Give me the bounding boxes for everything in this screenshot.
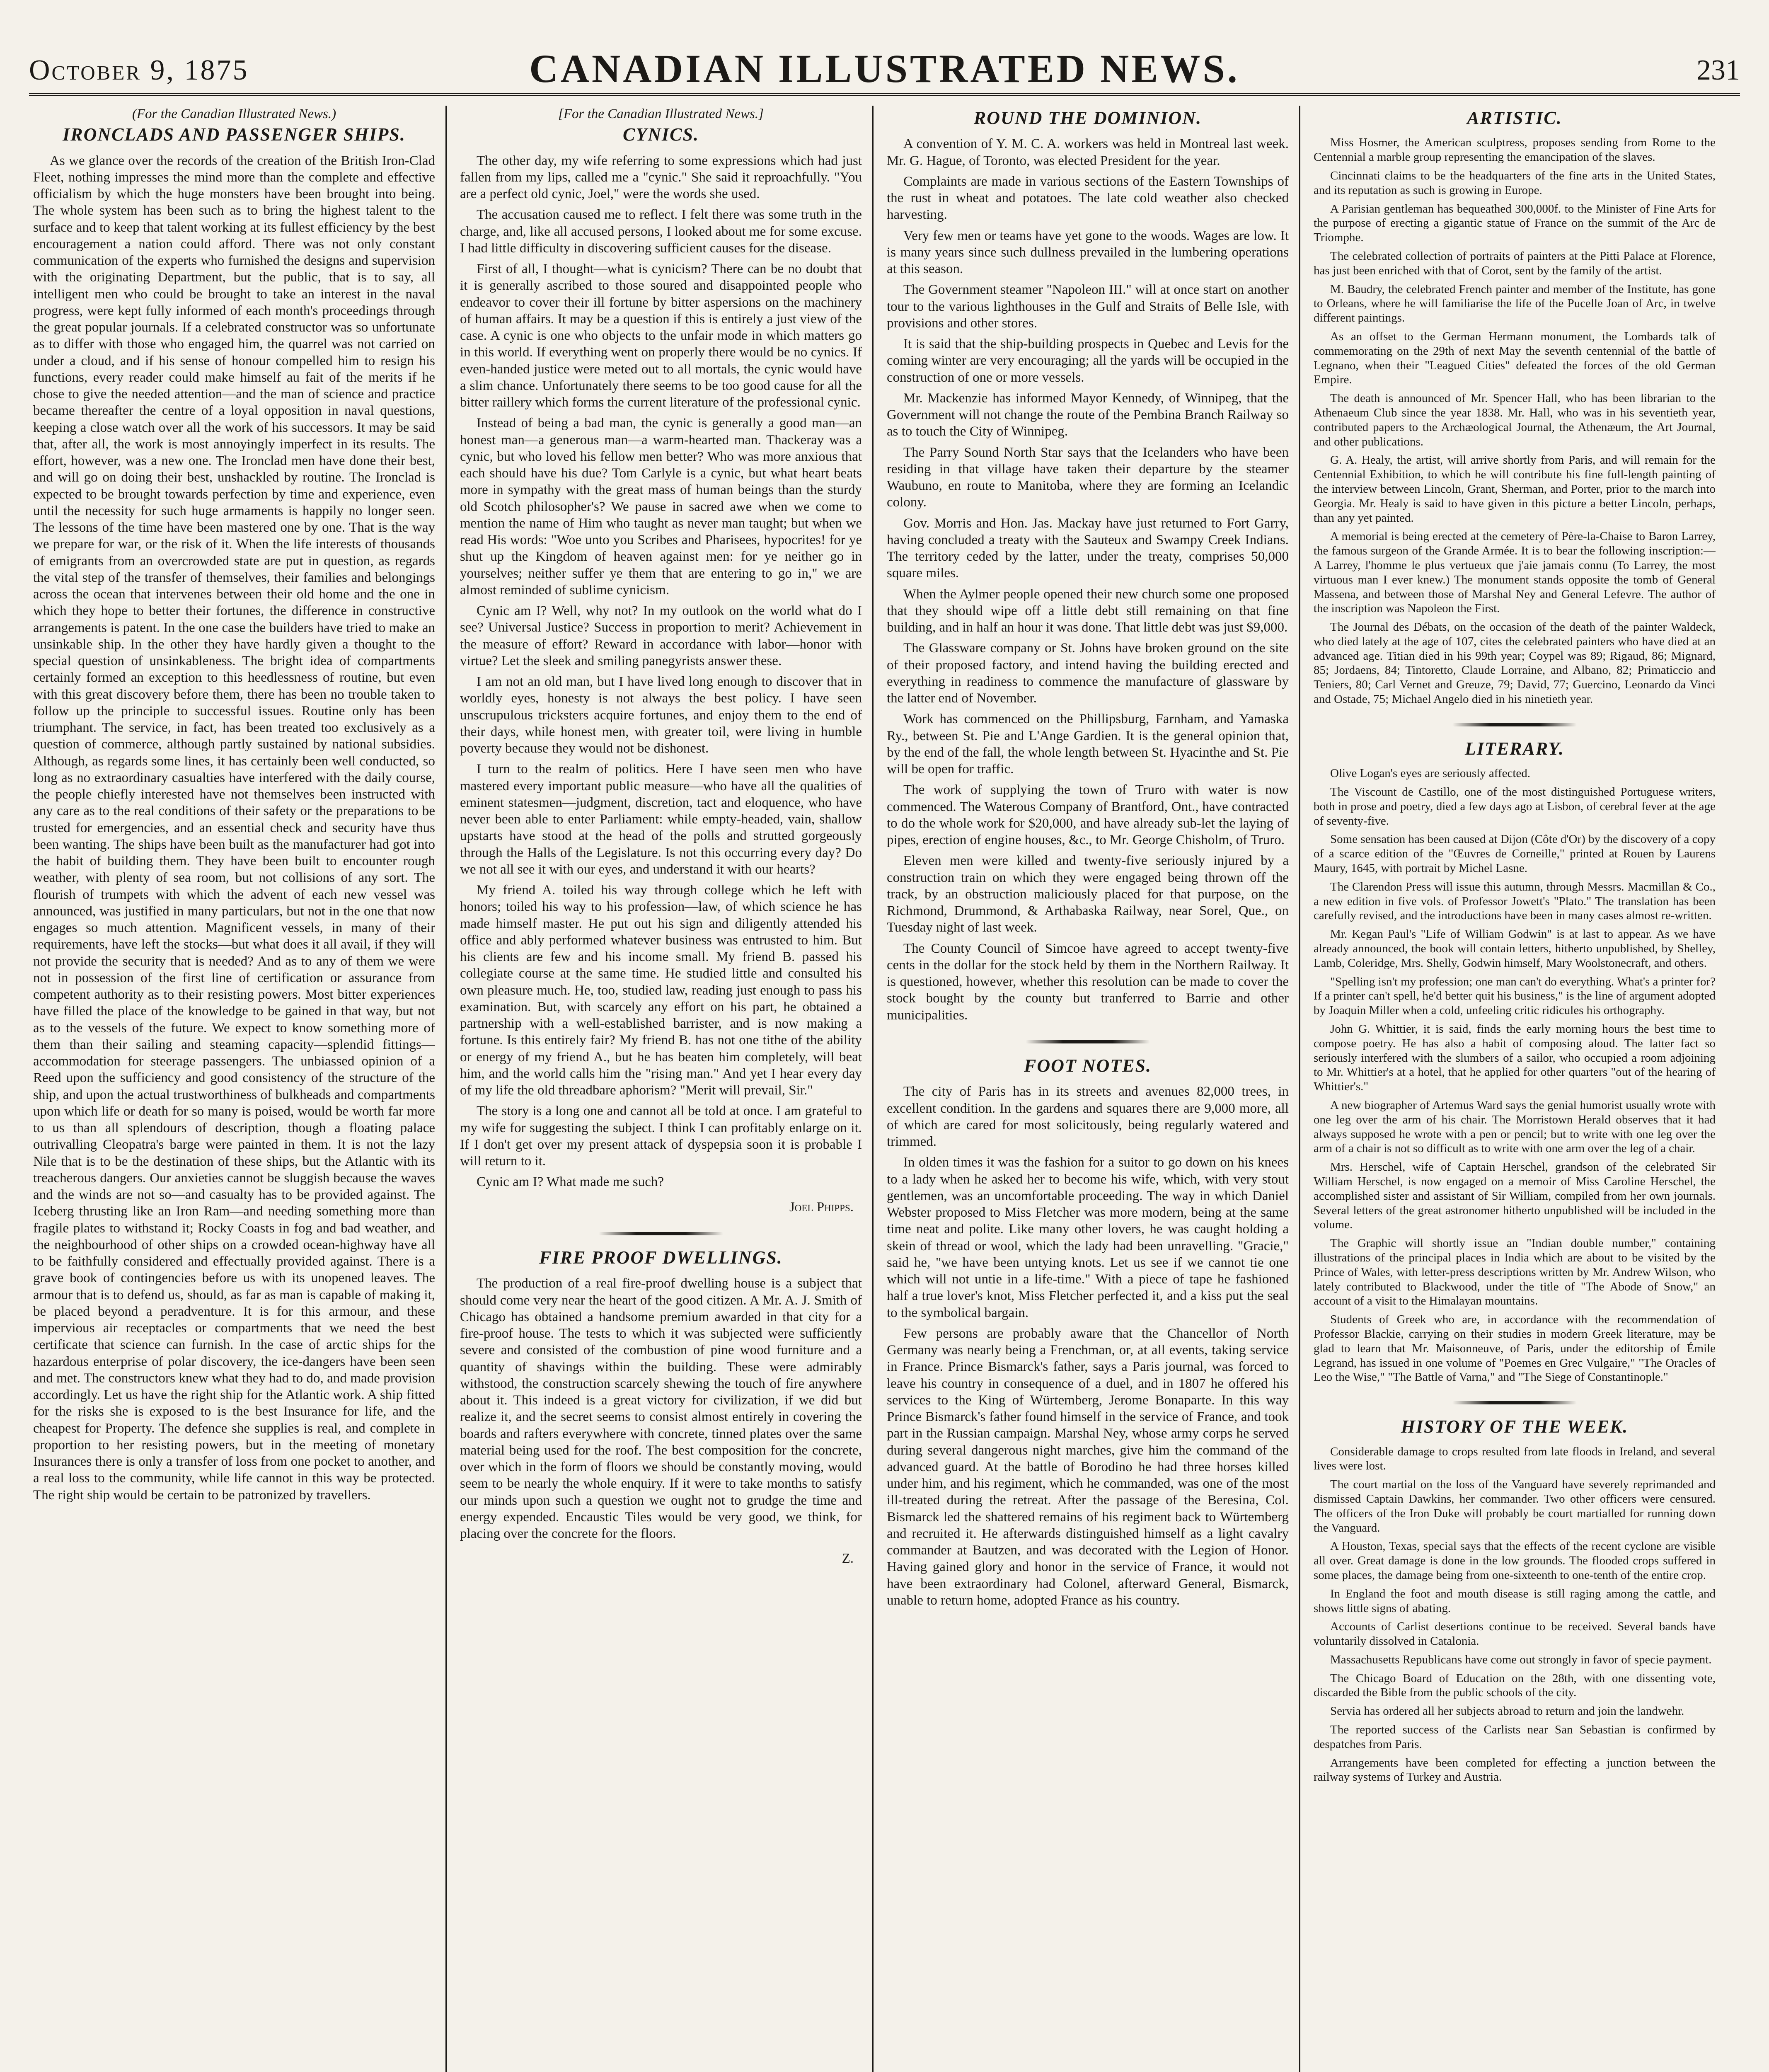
article-body bbox=[1314, 766, 1716, 1385]
paragraph: Gov. Morris and Hon. Jas. Mackay have just returned to Fort Garry, having concluded a treaty with the Sauteux and Swampy Creek Indians. The territory ceded by the latter, under the treaty, comprises 50,000 square miles. bbox=[887, 516, 1289, 581]
article-heading-cynics: CYNICS. bbox=[623, 124, 699, 145]
paragraph: Instead of being a bad man, the cynic is generally a good man—an honest man—a generous man—a warm-hearted man. Thackeray was a cynic, but who loved his fellow men better? Who was more anxious that each should have his due? Tom Carlyle is a cynic, but what heart beats more in sympathy with the great mass of human beings than the sturdy old Scotch philosopher's? We pause in sacred awe when we come to mention the name of Him who taught as never man taught; but when we read His words: "Woe unto you Scribes and Pharisees, hypocrites! for ye shut up the Kingdom of heaven against men: for ye neither go in yourselves; neither suffer ye them that are entering to go in," we are almost reminded of sublime cynicism. bbox=[460, 416, 862, 598]
paragraph: The city of Paris has in its streets and avenues 82,000 trees, in excellent condition. In the gardens and squares there are 9,000 more, all of which are cared for most solicitously, being regularly watered and trimmed. bbox=[887, 1084, 1289, 1150]
masthead bbox=[29, 37, 1740, 99]
paragraph: The story is a long one and cannot all be told at once. I am grateful to my wife for suggesting the subject. I think I can profitably enlarge on it. If I don't get over my present attack of dyspepsia soon it is probable I will return to it. bbox=[460, 1104, 862, 1169]
paragraph: The production of a real fire-proof dwelling house is a subject that should come very near the heart of the good citizen. A Mr. A. J. Smith of Chicago has obtained a handsome premium awarded in that city for a fire-proof house. The tests to which it was subjected were sufficiently severe and consisted of the combustion of pine wood furniture and a quantity of shavings within the building. These were admirably withstood, the construction scarcely shewing the touch of fire anywhere about it. This indeed is a great victory for civilization, if we did but realize it, and the secret seems to consist almost entirely in covering the boards and rafters everywhere with concrete, tinned plates over the same material being used for the roof. The best composition for the concrete, over which in the form of floors we should be constantly moving, would seem to be nearly the whole enquiry. If it were to take months to satisfy our minds upon such a question we ought not to grudge the time and energy expended. Encaustic Tiles would be very good, we think, for placing over the concrete for the floors. bbox=[460, 1276, 862, 1542]
paragraph: In England the foot and mouth disease is still raging among the cattle, and shows little signs of abating. bbox=[1314, 1587, 1716, 1615]
paragraph: The Chicago Board of Education on the 28th, with one dissenting vote, discarded the Bible from the public schools of the city. bbox=[1314, 1671, 1716, 1699]
article-heading-literary: LITERARY. bbox=[1464, 738, 1565, 759]
section-divider bbox=[1026, 1040, 1150, 1043]
paragraph: The reported success of the Carlists near San Sebastian is confirmed by despatches from Paris. bbox=[1314, 1723, 1716, 1751]
paragraph: I turn to the realm of politics. Here I have seen men who have mastered every important public measure—who have all the qualities of eminent statesmen—judgment, discretion, tact and eloquence, who have never been able to enter Parliament: while empty-headed, vain, shallow upstarts have stood at the head of the polls and strutted gorgeously through the Halls of the Legislature. Is not this occurring every day? Do we not all see it with our eyes, and understand it with our hearts? bbox=[460, 762, 862, 877]
paragraph: The County Council of Simcoe have agreed to accept twenty-five cents in the dollar for the stock held by them in the Northern Railway. It is questioned, however, whether this resolution can be made to cover the stock bought by the county but tranferred to Barrie and other municipalities. bbox=[887, 941, 1289, 1023]
article-body bbox=[460, 1275, 862, 1542]
column-rule bbox=[872, 106, 874, 2072]
paragraph: The other day, my wife referring to some expressions which had just fallen from my lips, called me a "cynic." She said it reproachfully. "You are a perfect old cynic, Joel," were the words she used. bbox=[460, 153, 862, 202]
article-heading-fire-proof: FIRE PROOF DWELLINGS. bbox=[539, 1247, 783, 1268]
paragraph: As an offset to the German Hermann monument, the Lombards talk of commemorating on the 29th of next May the seventh centennial of the battle of Legnano, when their "Leagued Cities" defeated the forces of the old German Empire. bbox=[1314, 329, 1716, 387]
paragraph: Servia has ordered all her subjects abroad to return and join the landwehr. bbox=[1330, 1704, 1684, 1718]
paragraph: The Parry Sound North Star says that the Icelanders who have been residing in that village have taken their departure by the steamer Waubuno, en route to Manitoba, where they are forming an Icelandic colony. bbox=[887, 445, 1289, 510]
paragraph: Accounts of Carlist desertions continue to be received. Several bands have voluntarily dissolved in Catalonia. bbox=[1314, 1620, 1716, 1648]
paragraph: Mrs. Herschel, wife of Captain Herschel, grandson of the celebrated Sir William Herschel, is now engaged on a memoir of Miss Caroline Herschel, the accomplished sister and assistant of Sir William, compiled from her own journals. Several letters of the great astronomer hitherto unpublished will be included in the volume. bbox=[1314, 1160, 1716, 1232]
column-dominion bbox=[887, 106, 1289, 2072]
article-signature: Z. bbox=[842, 1551, 854, 1566]
paragraph: G. A. Healy, the artist, will arrive shortly from Paris, and will remain for the Centennial Exhibition, to which he will contribute his fine full-length painting of the interview between Lincoln, Grant, Sherman, and Porter, prior to the march into Georgia. Mr. Healy is said to have given in this picture a better Lincoln, perhaps, than any yet painted. bbox=[1314, 453, 1716, 525]
paragraph: Cynic am I? Well, why not? In my outlook on the world what do I see? Universal Justice? Success in proportion to merit? Achievement in the measure of effort? Reward in accordance with labor—honor with virtue? Let the sleek and smiling panegyrists answer these. bbox=[460, 603, 862, 668]
paragraph: The accusation caused me to reflect. I felt there was some truth in the charge, and, like all accused persons, I looked about me for some excuse. I had little difficulty in discovering sufficient causes for the disease. bbox=[460, 207, 862, 256]
article-heading-history: HISTORY OF THE WEEK. bbox=[1401, 1416, 1629, 1437]
paragraph: Students of Greek who are, in accordance with the recommendation of Professor Blackie, carrying on their studies in modern Greek literature, may be glad to learn that Mr. Maisonneuve, of Paris, under the editorship of Émile Legrand, has issued in one volume of "Poemes en Grec Vulgaire," "The Oracles of Leo the Wise," "The Battle of Varna," and "The Siege of Constantinople." bbox=[1314, 1313, 1716, 1384]
paragraph: It is said that the ship-building prospects in Quebec and Levis for the coming winter are very encouraging; all the yards will be occupied in the construction of one or more vessels. bbox=[887, 336, 1289, 385]
newspaper-title: CANADIAN ILLUSTRATED NEWS. bbox=[529, 46, 1240, 91]
paragraph: My friend A. toiled his way through college which he left with honors; toiled his way to his profession—law, of which science he has made himself master. He put out his sign and diligently attended his office and ably performed whatever business was entrusted to him. But his clients are few and his income small. My friend B. passed his collegiate course at the same time. He studied little and consulted his own pleasure much. He, too, studied law, reading just enough to pass his examination. But, with scarcely any effort on his part, he obtained a partnership with a well-established barrister, and is now making a fortune. Is this entirely fair? My friend B. has not one tithe of the ability or energy of my friend A., but he has beaten him completely, will beat him, and the world calls him the "rising man." And yet I hear every day of my life the old threadbare aphorism? "Merit will prevail, Sir." bbox=[460, 883, 862, 1098]
paragraph: A convention of Y. M. C. A. workers was held in Montreal last week. Mr. G. Hague, of Toronto, was elected President for the year. bbox=[887, 136, 1289, 168]
article-credit: [For the Canadian Illustrated News.] bbox=[558, 107, 764, 121]
paragraph: A Houston, Texas, special says that the effects of the recent cyclone are visible all over. Great damage is done in the low grounds. The flooded crops suffered in some places, the damage being from one-sixteenth to one-tenth of the entire crop. bbox=[1314, 1539, 1716, 1582]
page-number: 231 bbox=[1696, 54, 1740, 86]
paragraph: A memorial is being erected at the cemetery of Père-la-Chaise to Baron Larrey, the famous surgeon of the Grande Armée. It is to bear the following inscription:—A Larrey, l'homme le plus vertueux que j'aie jamais connu (To Larrey, the most virtuous man I ever knew.) The monument stands opposite the tomb of General Massena, and between those of Marshal Ney and General Lefevre. The author of the inscription was Napoleon the First. bbox=[1314, 530, 1716, 615]
article-heading-ironclads: IRONCLADS AND PASSENGER SHIPS. bbox=[63, 124, 406, 145]
article-heading-dominion: ROUND THE DOMINION. bbox=[973, 108, 1202, 128]
paragraph: First of all, I thought—what is cynicism? There can be no doubt that it is generally ascribed to those soured and disappointed people who endeavor to cover their ill fortune by bitter aspersions on the machinery of human affairs. It may be a question if this is entirely a just view of the case. A cynic is one who objects to the unfair mode in which matters go in this world. If everything went on properly there would be no cynics. If even-handed justice were meted out to all mortals, the cynic would have a slim chance. Unfortunately there seems to be too good cause for all the bitter raillery which forms the current literature of the professional cynic. bbox=[460, 261, 862, 410]
paragraph: Mr. Kegan Paul's "Life of William Godwin" is at last to appear. As we have already announced, the book will contain letters, hitherto unpublished, by Shelley, Lamb, Coleridge, Mrs. Shelly, Godwin himself, Mary Woolstonecraft, and others. bbox=[1314, 927, 1716, 970]
paragraph: When the Aylmer people opened their new church some one proposed that they should wipe off a little debt still remaining on that fine building, and in half an hour it was done. That little debt was just $9,000. bbox=[887, 586, 1289, 635]
article-heading-artistic: ARTISTIC. bbox=[1467, 108, 1562, 128]
paragraph: The Graphic will shortly issue an "Indian double number," containing illustrations of the principal places in India which are about to be visited by the Prince of Wales, with letter-press descriptions written by Mr. Andrew Wilson, who lately contributed to Blackwood, under the title of "The Abode of Snow," an account of a visit to the Himalayan mountains. bbox=[1314, 1237, 1716, 1308]
column-artistic bbox=[1314, 106, 1716, 2072]
paragraph: "Spelling isn't my profession; one man can't do everything. What's a printer for? If a printer can't spell, he'd better quit his business," is the line of argument adopted by Joaquin Miller when a cold, unfeeling critic ridicules his orthography. bbox=[1314, 975, 1716, 1017]
paragraph: Very few men or teams have yet gone to the woods. Wages are low. It is many years since such dullness prevailed in the lumbering operations at this season. bbox=[887, 228, 1289, 277]
paragraph: The celebrated collection of portraits of painters at the Pitti Palace at Florence, has just been enriched with that of Corot, sent by the family of the artist. bbox=[1314, 249, 1716, 277]
paragraph: The death is announced of Mr. Spencer Hall, who has been librarian to the Athenaeum Club since the year 1838. Mr. Hall, who was in his seventieth year, contributed papers to the Archæological Journal, the Athenæum, the Art Journal, and other publications. bbox=[1314, 392, 1716, 448]
column-ironclads bbox=[33, 106, 435, 2072]
issue-date: October 9, 1875 bbox=[29, 54, 249, 86]
paragraph: The work of supplying the town of Truro with water is now commenced. The Waterous Company of Brantford, Ont., have contracted to do the whole work for $20,000, and have already sub-let the laying of pipes, erection of engine houses, &c., to Mr. George Chisholm, of Truro. bbox=[887, 782, 1289, 848]
paragraph: Cynic am I? What made me such? bbox=[477, 1174, 664, 1190]
section-divider bbox=[1452, 1401, 1577, 1404]
paragraph: The Viscount de Castillo, one of the most distinguished Portuguese writers, both in prose and poetry, died a few days ago at Lisbon, of cerebral fever at the age of seventy-five. bbox=[1314, 785, 1716, 828]
article-body bbox=[1314, 136, 1716, 706]
section-divider bbox=[1452, 723, 1577, 726]
paragraph: The Government steamer "Napoleon III." will at once start on another tour to the various lighthouses in the Gulf and Straits of Belle Isle, with provisions and other stores. bbox=[887, 282, 1289, 331]
paragraph: Eleven men were killed and twenty-five seriously injured by a construction train on which they were engaged being thrown off the track, by an obstruction maliciously placed for that purpose, on the Richmond, Drummond, & Arthabaska Railway, near Sorel, Que., on Tuesday night of last week. bbox=[887, 853, 1289, 935]
paragraph: John G. Whittier, it is said, finds the early morning hours the best time to compose poetry. He has also a habit of composing aloud. The latter fact so seriously interfered with the slumbers of a sailor, who occupied a room adjoining to Mr. Whittier's at a hotel, that he applied for other quarters "out of the hearing of Whittier's." bbox=[1314, 1022, 1716, 1094]
article-signature: Joel Phipps. bbox=[789, 1199, 854, 1215]
article-body bbox=[460, 152, 862, 1191]
paragraph: Arrangements have been completed for effecting a junction between the railway systems of Turkey and Austria. bbox=[1314, 1756, 1716, 1784]
article-body bbox=[1314, 1445, 1716, 1785]
article-body bbox=[887, 1083, 1289, 1609]
paragraph: As we glance over the records of the creation of the British Iron-Clad Fleet, nothing impresses the mind more than the complete and effective officialism by which the huge monsters have been brought into being. The whole system has been such as to bring the highest talent to the surface and to keep that talent working at its fullest efficiency by the best encouragement a nation could afford. There was not only constant communication of the experts who furnished the designs and supervision with the originating Department, but the public, that is to say, all intelligent men who could be brought to take an interest in the naval progress, were kept fully informed of each month's proceedings through the great popular journals. If a celebrated constructor was so unfortunate as to differ with those who engaged him, the quarrel was not carried on under a cloud, and if his sense of honour compelled him to resign his functions, every reader could make himself au fait of the merits if he chose to give the needed attention—and the man of science and practice became thereafter the centre of a loyal opposition in naval questions, keeping a close watch over all the work of his successors. It may be said that, after all, the work is most annoyingly imperfect in its results. The effort, however, was a new one. The Ironclad men have done their best, and will go on doing their best, unshackled by routine. The Ironclad is expected to be brought towards perfection by time and experience, even until the necessity for such huge armaments is happily no longer seen. The lessons of the time have been mastered one by one. That is the way we prepare for war, or the risk of it. When the life interests of thousands of emigrants from an overcrowded state are put in question, as regards the vital step of the transfer of themselves, their families and belongings across the ocean that intervenes between their old home and the one in which they hope to better their fortunes, the difference in constructive arrangements is patent. In the one case the builders have tried to make an unsinkable ship. In the other they have hardly given a thought to the special question of unsinkableness. The bright idea of compartments certainly formed an exception to this heedlessness of routine, but even with this great discovery before them, there has been no trouble taken to follow up the principle to successful issues. Routine only has been triumphant. The service, in fact, has been treated too exclusively as a question of commerce, although partly sustained by national subsidies. Although, as regards some lines, it has certainly been well conducted, so long as no extraordinary casualties have interfered with the daily course, the people chiefly interested have not themselves been instructed with any care as to the real conditions of their safety or the preparations to be trusted for emergencies, and an essential check and security have thus been wanting. The ships have been built as the manufacturer had got into the habit of building them. They have been built to encounter rough weather, with plenty of sea room, but not collisions of any sort. The flourish of trumpets with which the advent of each new vessel was announced, was justified in many particulars, but not in the one that now engages so much attention. Magnificent vessels, in many of their requirements, have left the stocks—but what does it all avail, if they will not provide the security that is needed? And as to any of them we were not in possession of the first line of certification or assurance from competent authority as to their resisting powers. Most bitter experiences have filled the place of the knowledge to be gained in that way, but not as to the vessels of the future. We expect to know something more of them than their sailing and steaming capacity—splendid fittings—accommodation for steerage passengers. The unbiassed opinion of a Reed upon the sufficiency and good consistency of the structure of the ship, and upon the actual trustworthiness of bulkheads and compartments upon which life or death for so many is poised, would be worth far more to us than all splendours of description, though a floating palace outrivalling Cleopatra's barge were painted in them. It is not the lazy Nile that is to be the destination of these ships, but the Atlantic with its treacherous dangers. Our anxieties cannot be sluggish because the waves and the winds are not so—and casualty has to be provided against. The Iceberg thrusting like an Iron Ram—and needing something more than fragile plates to withstand it; Rocky Coasts in fog and bad weather, and the neighbourhood of other ships on a crowded ocean-highway have all to be faithfully considered and effectually provided against. There is a grave book of contingencies before us with its unopened leaves. The armour that is to defend us, should, as far as man is capable of making it, be placed beyond a peradventure. It is for this armour, and these impervious air receptacles or compartments that we need the best certificate that science can furnish. In the case of arctic ships for the hazardous enterprise of polar discovery, the ice-dangers have been seen and met. The constructors knew what they had to do, and made provision accordingly. Let us have the right ship for the Atlantic work. A ship fitted for the risks she is exposed to is the best Insurance for life, and the cheapest for Property. The defence she supplies is real, and complete in proportion to her resisting powers, but in the meeting of monetary Insurances there is only a transfer of loss from one pocket to another, and a real loss to the community, while life cannot in this way be protected. The right ship would be certain to be patronized by travellers. bbox=[33, 153, 435, 1503]
section-divider bbox=[599, 1232, 723, 1235]
article-body bbox=[33, 152, 435, 1503]
paragraph: Some sensation has been caused at Dijon (Côte d'Or) by the discovery of a copy of a scarce edition of the "Œuvres de Corneille," printed at Rouen by Laurens Maury, 1645, with portrait by Michel Lasne. bbox=[1314, 833, 1716, 875]
article-heading-foot-notes: FOOT NOTES. bbox=[1024, 1055, 1152, 1076]
article-credit: (For the Canadian Illustrated News.) bbox=[132, 107, 336, 121]
paragraph: The Journal des Débats, on the occasion of the death of the painter Waldeck, who died lately at the age of 107, cites the celebrated painters who have died at an advanced age. Titian died in his 99th year; Coypel was 89; Rigaud, 86; Mignard, 85; Jordaens, 84; Tintoretto, Claude Lorraine, and Albano, 82; Primaticcio and Teniers, 80; Carl Vernet and Greuze, 79; David, 77; Guercino, Leonardo da Vinci and Ostade, 75; Michael Angelo died in his ninetieth year. bbox=[1314, 620, 1716, 706]
paragraph: The court martial on the loss of the Vanguard have severely reprimanded and dismissed Captain Dawkins, her commander. Two other officers were censured. The officers of the Iron Duke will probably be court martialled for running down the Vanguard. bbox=[1314, 1478, 1716, 1535]
masthead-rule bbox=[29, 93, 1740, 96]
paragraph: Olive Logan's eyes are seriously affected. bbox=[1330, 767, 1531, 780]
paragraph: M. Baudry, the celebrated French painter and member of the Institute, has gone to Orleans, where he will familiarise the life of the Pucelle Joan of Arc, in twelve different paintings. bbox=[1314, 282, 1716, 325]
paragraph: The Clarendon Press will issue this autumn, through Messrs. Macmillan & Co., a new edition in five vols. of Professor Jowett's "Plato." The translation has been carefully revised, and the introductions have been in many cases almost re-written. bbox=[1314, 880, 1716, 922]
column-cynics bbox=[460, 106, 862, 2072]
paragraph: Miss Hosmer, the American sculptress, proposes sending from Rome to the Centennial a marble group representing the emancipation of the slaves. bbox=[1314, 136, 1716, 164]
paragraph: The Glassware company or St. Johns have broken ground on the site of their proposed factory, and intend having the building erected and everything in readiness to commence the manufacture of glassware by the latter end of November. bbox=[887, 641, 1289, 706]
article-body bbox=[887, 136, 1289, 1024]
paragraph: I am not an old man, but I have lived long enough to discover that in worldly eyes, honesty is not always the best policy. I have seen unscrupulous tricksters acquire fortunes, and enjoy them to the end of their days, while honest men, with greater toil, were living in humble poverty because they would not be dishonest. bbox=[460, 674, 862, 756]
paragraph: Mr. Mackenzie has informed Mayor Kennedy, of Winnipeg, that the Government will not change the route of the Pembina Branch Railway so as to touch the City of Winnipeg. bbox=[887, 390, 1289, 439]
paragraph: Work has commenced on the Phillipsburg, Farnham, and Yamaska Ry., between St. Pie and L'Ange Gardien. It is the general opinion that, by the end of the fall, the whole length between St. Hyacinthe and St. Pie will be open for traffic. bbox=[887, 712, 1289, 777]
paragraph: Cincinnati claims to be the headquarters of the fine arts in the United States, and its reputation as such is growing in Europe. bbox=[1314, 169, 1716, 197]
paragraph: Few persons are probably aware that the Chancellor of North Germany was nearly being a Frenchman, or, at all events, taking service in France. Prince Bismarck's father, says a Paris journal, was forced to leave his country in consequence of a duel, and in 1807 he offered his services to the King of Würtemberg, Jerome Bonaparte. In this way Prince Bismarck's father found himself in the service of France, and took part in the Russian campaign. Marshal Ney, whose army corps he served during several dangerous night marches, give him the command of the advanced guard. At the battle of Borodino he had three horses killed under him, and his regiment, which he commanded, was one of the most ill-treated during the retreat. After the passage of the Beresina, Col. Bismarck led the shattered remains of his regiment back to Würtemberg and recruited it. He afterwards distinguished himself as a light cavalry commander at Bautzen, and was decorated with the Legion of Honor. Having gained glory and honor in the service of France, it would not have been extraordinary had Colonel, afterward General, Bismarck, unable to return home, adopted France as his country. bbox=[887, 1326, 1289, 1608]
column-rule bbox=[445, 106, 447, 2072]
paragraph: In olden times it was the fashion for a suitor to go down on his knees to a lady when he asked her to become his wife, which, with very stout gentlemen, was an uncomfortable proceeding. The way in which Daniel Webster proposed to Miss Fletcher was more modern, being at the same time neat and polite. Like many other lovers, he was caught holding a skein of thread or wool, which the lady had been unravelling. "Gracie," said he, "we have been untying knots. Let us see if we cannot tie one which will not untie in a life-time." With a piece of tape he fashioned half a true lover's knot, Miss Fletcher perfected it, and a kiss put the seal to the symbolical bargain. bbox=[887, 1155, 1289, 1320]
paragraph: A new biographer of Artemus Ward says the genial humorist usually wrote with one leg over the arm of his chair. The Morristown Herald observes that it had always supposed he wrote with a pen or pencil; but to write with one leg over the arm of a chair is not so difficult as to write with one arm over the leg of a chair. bbox=[1314, 1099, 1716, 1155]
paragraph: Considerable damage to crops resulted from late floods in Ireland, and several lives were lost. bbox=[1314, 1445, 1716, 1473]
paragraph: A Parisian gentleman has bequeathed 300,000f. to the Minister of Fine Arts for the purpose of erecting a gigantic statue of France on the summit of the Arc de Triomphe. bbox=[1314, 202, 1716, 244]
paragraph: Massachusetts Republicans have come out strongly in favor of specie payment. bbox=[1330, 1653, 1712, 1666]
paragraph: Complaints are made in various sections of the Eastern Townships of the rust in wheat and potatoes. The late cold weather also checked harvesting. bbox=[887, 174, 1289, 223]
column-rule bbox=[1299, 106, 1300, 2072]
